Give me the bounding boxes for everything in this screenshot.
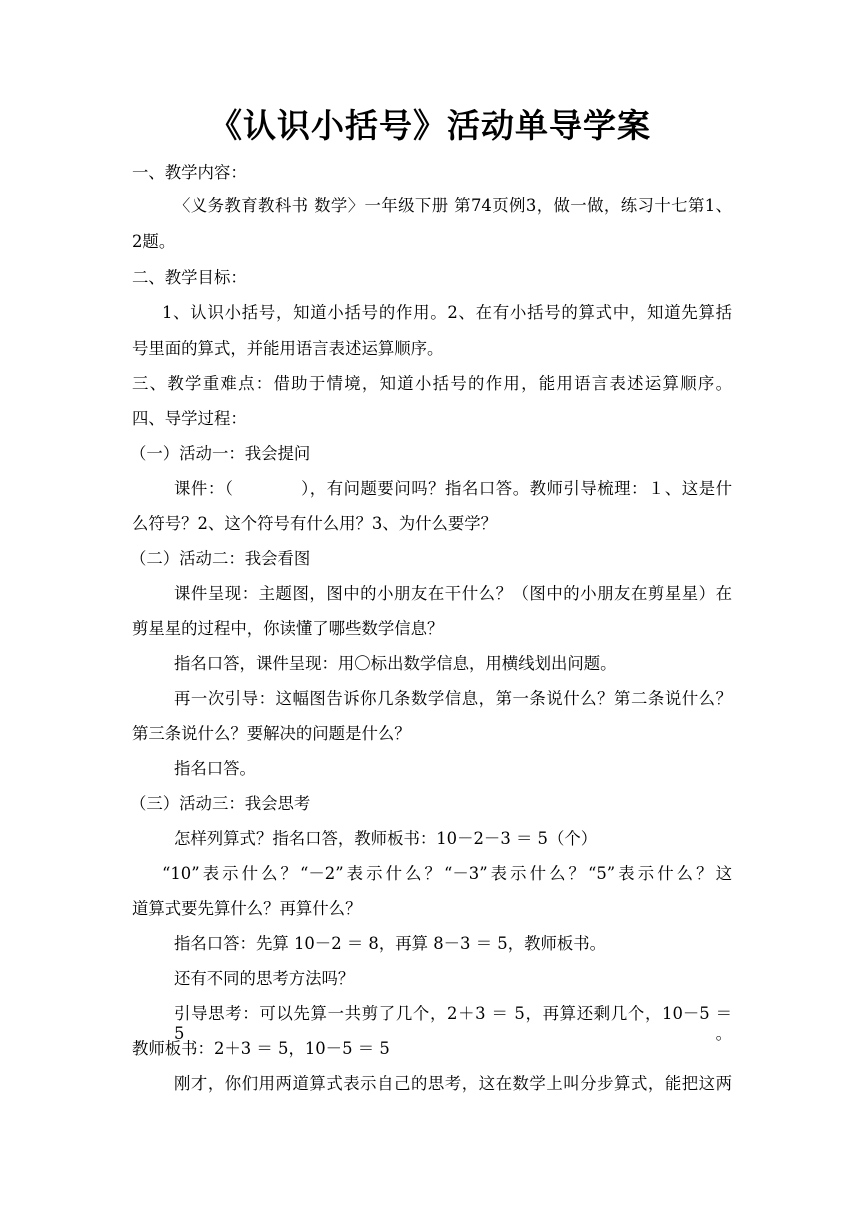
activity-heading-2: （二）活动二：我会看图 <box>130 549 311 568</box>
paragraph-line: 〈义务教育教科书 数学〉一年级下册 第74页例3，做一做，练习十七第1、 <box>174 196 732 215</box>
paragraph-line: 道算式要先算什么？再算什么？ <box>132 899 362 918</box>
section-heading-process: 四、导学过程： <box>132 409 247 428</box>
paragraph-line: 指名口答。 <box>174 759 256 778</box>
paragraph-line: 第三条说什么？要解决的问题是什么？ <box>132 724 411 743</box>
paragraph-line: 怎样列算式？指名口答，教师板书：10－2－3 ＝ 5（个） <box>174 829 598 848</box>
activity-heading-1: （一）活动一：我会提问 <box>130 444 311 463</box>
section-heading-objectives: 二、教学目标： <box>132 268 247 287</box>
paragraph-line: 1、认识小括号，知道小括号的作用。2、在有小括号的算式中，知道先算括 <box>162 303 732 322</box>
paragraph-line: 还有不同的思考方法吗？ <box>174 969 355 988</box>
paragraph-line: 课件：（ ），有问题要问吗？指名口答。教师引导梳理：１、这是什 <box>174 479 732 498</box>
paragraph-line: 刚才，你们用两道算式表示自己的思考，这在数学上叫分步算式，能把这两 <box>174 1074 732 1093</box>
paragraph-line: 再一次引导：这幅图告诉你几条数学信息，第一条说什么？第二条说什么？ <box>174 689 732 708</box>
paragraph-line: “10”表示什么？“－2”表示什么？“－3”表示什么？“5”表示什么？这 <box>162 864 732 883</box>
paragraph-line: 2题。 <box>132 232 176 251</box>
paragraph-line: 么符号？2、这个符号有什么用？3、为什么要学？ <box>132 514 498 533</box>
paragraph-line: 号里面的算式，并能用语言表述运算顺序。 <box>132 339 444 358</box>
paragraph-line: 引导思考：可以先算一共剪了几个，2＋3 ＝ 5，再算还剩几个，10－5 ＝ 5。 <box>174 1004 732 1043</box>
paragraph-line: 教师板书：2＋3 ＝ 5，10－5 ＝ 5 <box>132 1039 390 1058</box>
section-heading-key-points: 三、教学重难点：借助于情境，知道小括号的作用，能用语言表述运算顺序。 <box>132 374 732 393</box>
paragraph-line: 课件呈现：主题图，图中的小朋友在干什么？（图中的小朋友在剪星星）在 <box>174 584 732 603</box>
paragraph-line: 剪星星的过程中，你读懂了哪些数学信息？ <box>132 619 444 638</box>
activity-heading-3: （三）活动三：我会思考 <box>130 794 311 813</box>
paragraph-line: 指名口答，课件呈现：用〇标出数学信息，用横线划出问题。 <box>174 654 617 673</box>
paragraph-line: 指名口答：先算 10－2 ＝ 8，再算 8－3 ＝ 5，教师板书。 <box>174 934 607 953</box>
section-heading-content: 一、教学内容： <box>132 163 247 182</box>
document-title: 《认识小括号》活动单导学案 <box>209 106 651 145</box>
